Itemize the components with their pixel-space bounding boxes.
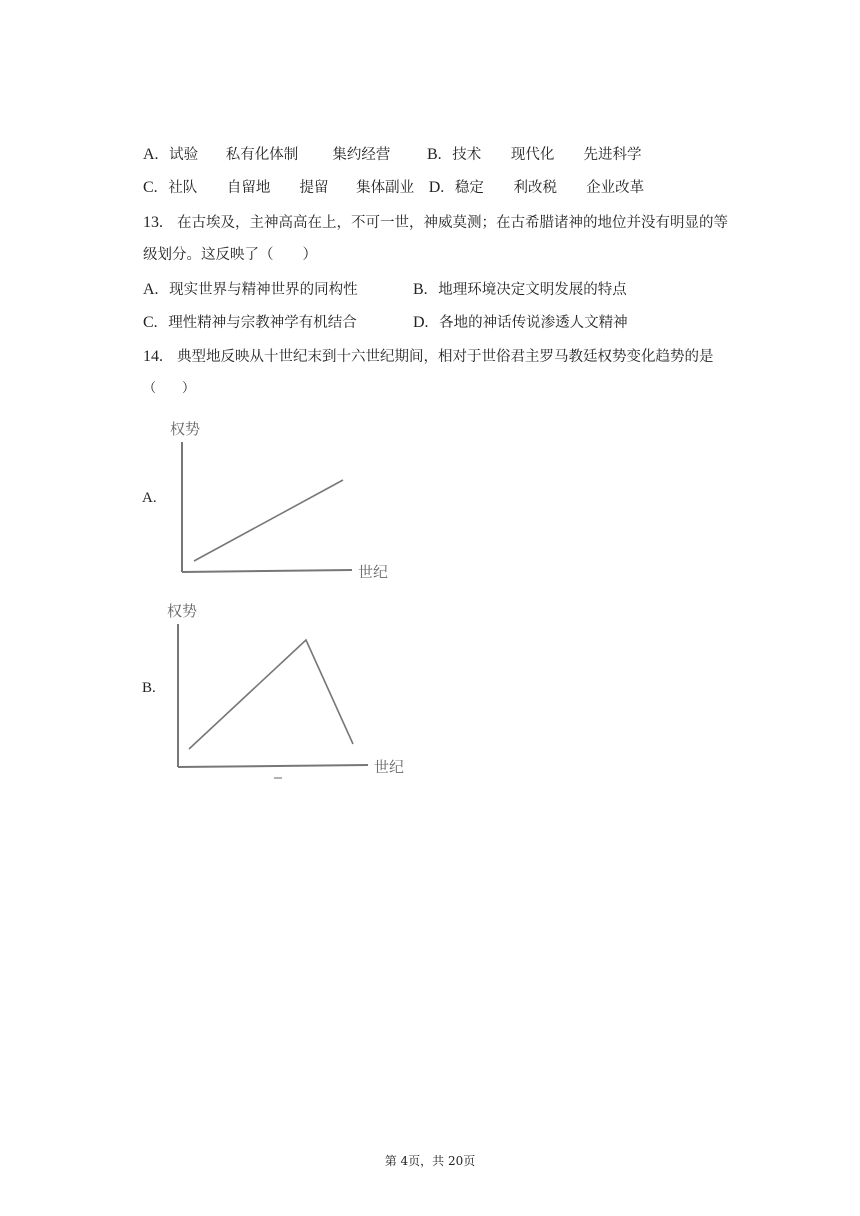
q12-option-row-ab [143, 145, 642, 165]
q14-stem-line-1 [143, 347, 714, 367]
q12-option-c-item: 集体副业 [356, 180, 415, 196]
q13-option-a-label: A. [143, 281, 159, 298]
q13-stem-text-cont: 级划分。这反映了（ ） [143, 247, 317, 263]
graph-x-axis [178, 765, 368, 767]
q13-stem-text: 在古埃及，主神高高在上，不可一世，神威莫测；在古希腊诸神的地位并没有明显的等 [177, 215, 728, 231]
q13-option-d [413, 313, 628, 333]
q12-option-d-item: 稳定 [454, 180, 484, 196]
graph-x-axis [182, 570, 352, 572]
graph-y-label: 权势 [170, 420, 201, 438]
q13-stem-line-2 [143, 245, 317, 265]
graph-x-label: 世纪 [358, 563, 389, 581]
q12-option-a-item: 试验 [169, 147, 199, 163]
q12-option-c-item: 自留地 [226, 180, 271, 196]
q12-option-d-item: 企业改革 [586, 180, 645, 196]
q12-option-row-cd [143, 178, 644, 198]
q14-option-b-label: B. [142, 680, 156, 696]
graph-x-label: 世纪 [374, 758, 405, 776]
q12-option-a-item: 集约经营 [332, 147, 391, 163]
graph-y-label: 权势 [167, 602, 198, 620]
q13-option-a-text: 现实世界与精神世界的同构性 [169, 282, 358, 298]
q12-option-c-item: 提留 [299, 180, 329, 196]
q14-stem-line-2 [143, 379, 195, 399]
q12-option-d-label: D. [428, 179, 445, 196]
q12-option-b-label: B. [427, 146, 442, 163]
q13-option-c-text: 理性精神与宗教神学有机结合 [168, 315, 357, 331]
q12-option-d-item: 利改税 [513, 180, 557, 196]
q13-number: 13. [143, 214, 163, 231]
q13-option-b-text: 地理环境决定文明发展的特点 [438, 282, 627, 298]
q12-option-b-item: 先进科学 [583, 147, 642, 163]
q12-option-b-item: 现代化 [510, 147, 555, 163]
q14-number: 14. [143, 348, 163, 365]
q12-option-c-item: 社队 [168, 180, 198, 196]
q12-option-c-label: C. [143, 179, 158, 196]
q13-option-b-label: B. [413, 281, 428, 298]
q12-option-b-item: 技术 [452, 147, 482, 163]
page-footer: 第 4页，共 20页 [384, 1154, 476, 1168]
q13-option-row-ab [143, 280, 358, 300]
q14-stem-text: 典型地反映从十世纪末到十六世纪期间，相对于世俗君主罗马教廷权势变化趋势的是 [177, 349, 714, 365]
q13-option-c [143, 313, 357, 333]
trend-line-rising [194, 480, 343, 561]
q14-option-b-graph [160, 598, 420, 783]
q13-option-d-label: D. [413, 314, 429, 331]
q13-option-c-label: C. [143, 314, 158, 331]
q13-option-b [413, 280, 627, 300]
trend-line-rise-then-fall [189, 640, 353, 749]
q13-option-d-text: 各地的神话传说渗透人文精神 [439, 315, 628, 331]
q12-option-a-item: 私有化体制 [225, 147, 299, 163]
q14-option-a-label: A. [142, 490, 157, 506]
q14-option-a-graph [160, 414, 400, 584]
q12-option-a-label: A. [143, 146, 159, 163]
q13-stem-line-1 [143, 213, 728, 233]
q14-stem-text-cont: （ ） [143, 381, 196, 396]
